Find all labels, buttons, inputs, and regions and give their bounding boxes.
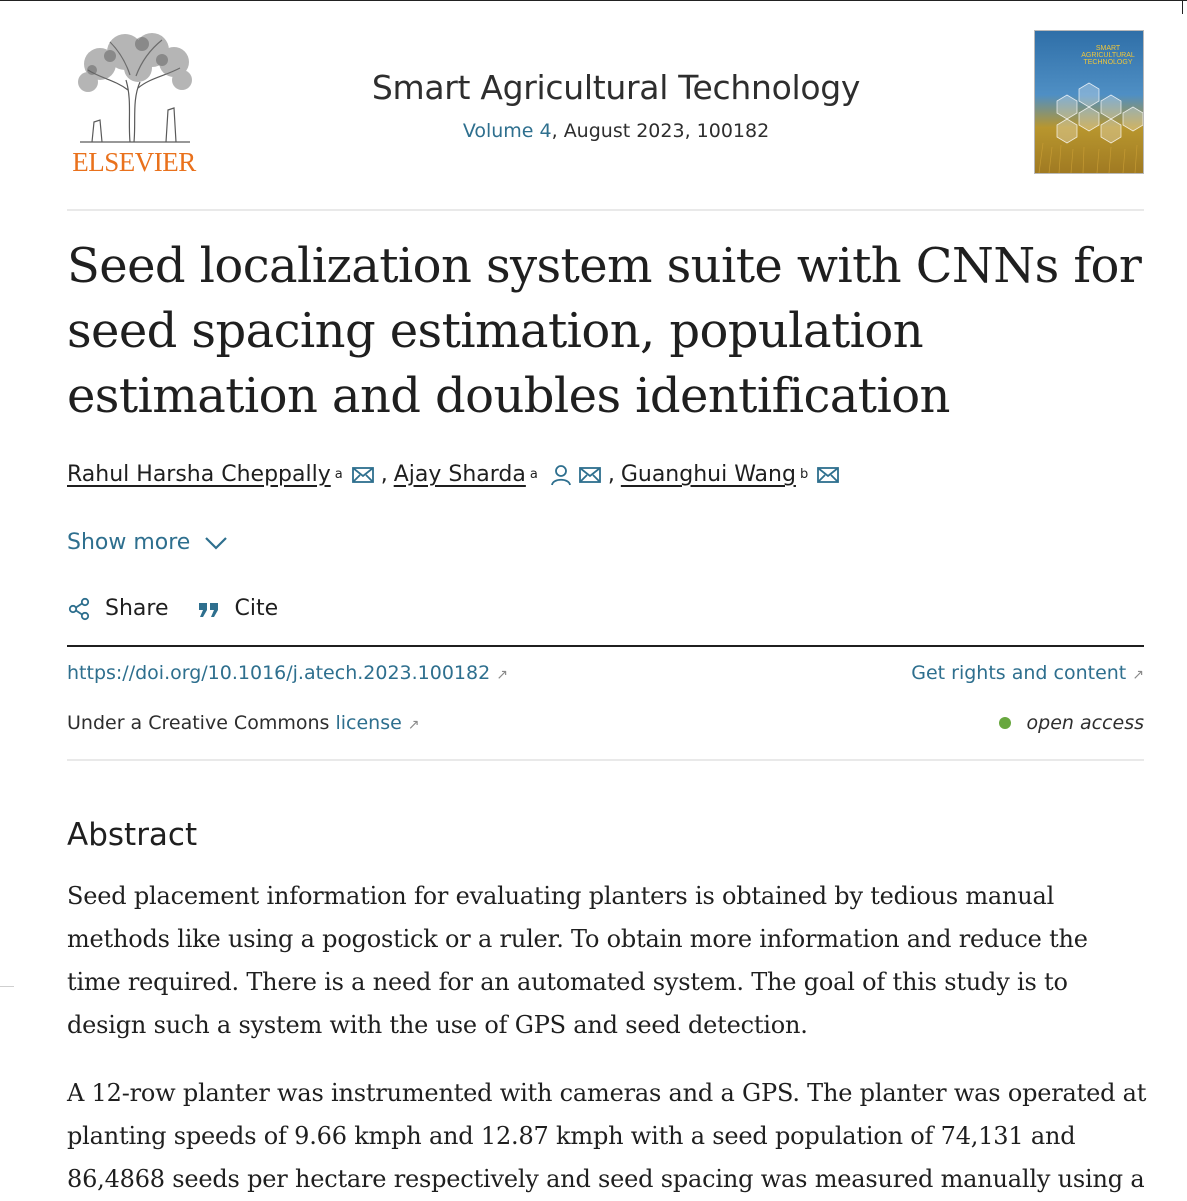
- doi-link[interactable]: [67, 662, 508, 684]
- issue-info: [230, 120, 1002, 142]
- chevron-down-icon: [204, 536, 228, 550]
- cover-line-3: TECHNOLOGY: [1083, 59, 1133, 66]
- journal-cover-thumbnail[interactable]: [1034, 30, 1144, 174]
- article-actions: [67, 596, 306, 621]
- abstract-heading: Abstract: [67, 817, 198, 853]
- email-icon[interactable]: [351, 466, 375, 484]
- author-affiliation-1[interactable]: a: [334, 467, 343, 482]
- elsevier-logo[interactable]: [66, 30, 202, 180]
- author-separator: ,: [380, 462, 388, 487]
- cover-line-1: SMART: [1095, 45, 1121, 52]
- article-title: Seed localization system suite with CNNs for seed spacing estimation, population estimation and doubles identification: [67, 238, 1142, 424]
- margin-marker: [0, 986, 14, 987]
- email-icon[interactable]: [816, 466, 840, 484]
- show-more-button[interactable]: [67, 530, 228, 555]
- license-link-text: license: [335, 712, 402, 734]
- elsevier-wordmark: ELSEVIER: [72, 147, 196, 177]
- corresponding-author-icon[interactable]: [550, 464, 572, 486]
- license-prefix: Under a Creative Commons: [67, 712, 330, 734]
- external-link-icon: ↗: [407, 717, 420, 733]
- cite-button[interactable]: [197, 596, 279, 621]
- quote-icon: [197, 599, 221, 619]
- abstract-line: time required. There is a need for an automated system. The goal of this study is to: [67, 968, 1068, 996]
- external-link-icon: ↗: [1132, 667, 1144, 683]
- author-separator: ,: [607, 462, 615, 487]
- author-list: [67, 462, 844, 487]
- cover-line-2: AGRICULTURAL: [1081, 52, 1135, 59]
- elsevier-tree-icon: [70, 30, 198, 145]
- external-link-icon: ↗: [496, 667, 508, 683]
- volume-link[interactable]: Volume 4: [462, 120, 552, 142]
- header-divider: [67, 209, 1144, 211]
- license-link[interactable]: [335, 712, 419, 734]
- window-top-border: [0, 0, 1187, 1]
- author-affiliation-3[interactable]: b: [799, 467, 809, 482]
- cover-hexagon-graphic: [1035, 31, 1143, 173]
- license-line: [67, 712, 420, 734]
- open-access-dot-icon: [999, 717, 1011, 729]
- author-link-3[interactable]: Guanghui Wang: [620, 462, 796, 487]
- abstract-paragraph-1: [67, 875, 1149, 1047]
- share-icon: [67, 597, 91, 621]
- open-access-badge: [999, 712, 1144, 734]
- share-label: Share: [105, 596, 169, 621]
- window-edge: [1182, 0, 1183, 14]
- issue-details: , August 2023, 100182: [551, 120, 770, 142]
- abstract-line: design such a system with the use of GPS and seed detection.: [67, 1011, 808, 1039]
- doi-text: https://doi.org/10.1016/j.atech.2023.100182: [67, 662, 491, 684]
- abstract-line: planting speeds of 9.66 kmph and 12.87 kmph with a seed population of 74,131 and: [67, 1122, 1076, 1150]
- abstract-line: 86,4868 seeds per hectare respectively and seed spacing was measured manually using a: [67, 1165, 1145, 1193]
- abstract-line: A 12-row planter was instrumented with cameras and a GPS. The planter was operated at: [67, 1079, 1147, 1107]
- abstract-paragraph-2: [67, 1072, 1149, 1201]
- cite-label: Cite: [234, 596, 279, 621]
- author-link-1[interactable]: Rahul Harsha Cheppally: [67, 462, 331, 487]
- actions-divider: [67, 645, 1144, 647]
- email-icon[interactable]: [578, 466, 602, 484]
- rights-text: Get rights and content: [911, 662, 1127, 684]
- author-affiliation-2[interactable]: a: [529, 467, 538, 482]
- abstract-line: Seed placement information for evaluating planters is obtained by tedious manual: [67, 882, 1055, 910]
- share-button[interactable]: [67, 596, 169, 621]
- show-more-label: Show more: [67, 530, 191, 555]
- open-access-label: open access: [1026, 712, 1144, 734]
- journal-title[interactable]: Smart Agricultural Technology: [371, 68, 861, 107]
- metadata-divider: [67, 759, 1144, 761]
- get-rights-link[interactable]: [911, 662, 1144, 684]
- author-link-2[interactable]: Ajay Sharda: [393, 462, 526, 487]
- abstract-line: methods like using a pogostick or a ruler. To obtain more information and reduce the: [67, 925, 1088, 953]
